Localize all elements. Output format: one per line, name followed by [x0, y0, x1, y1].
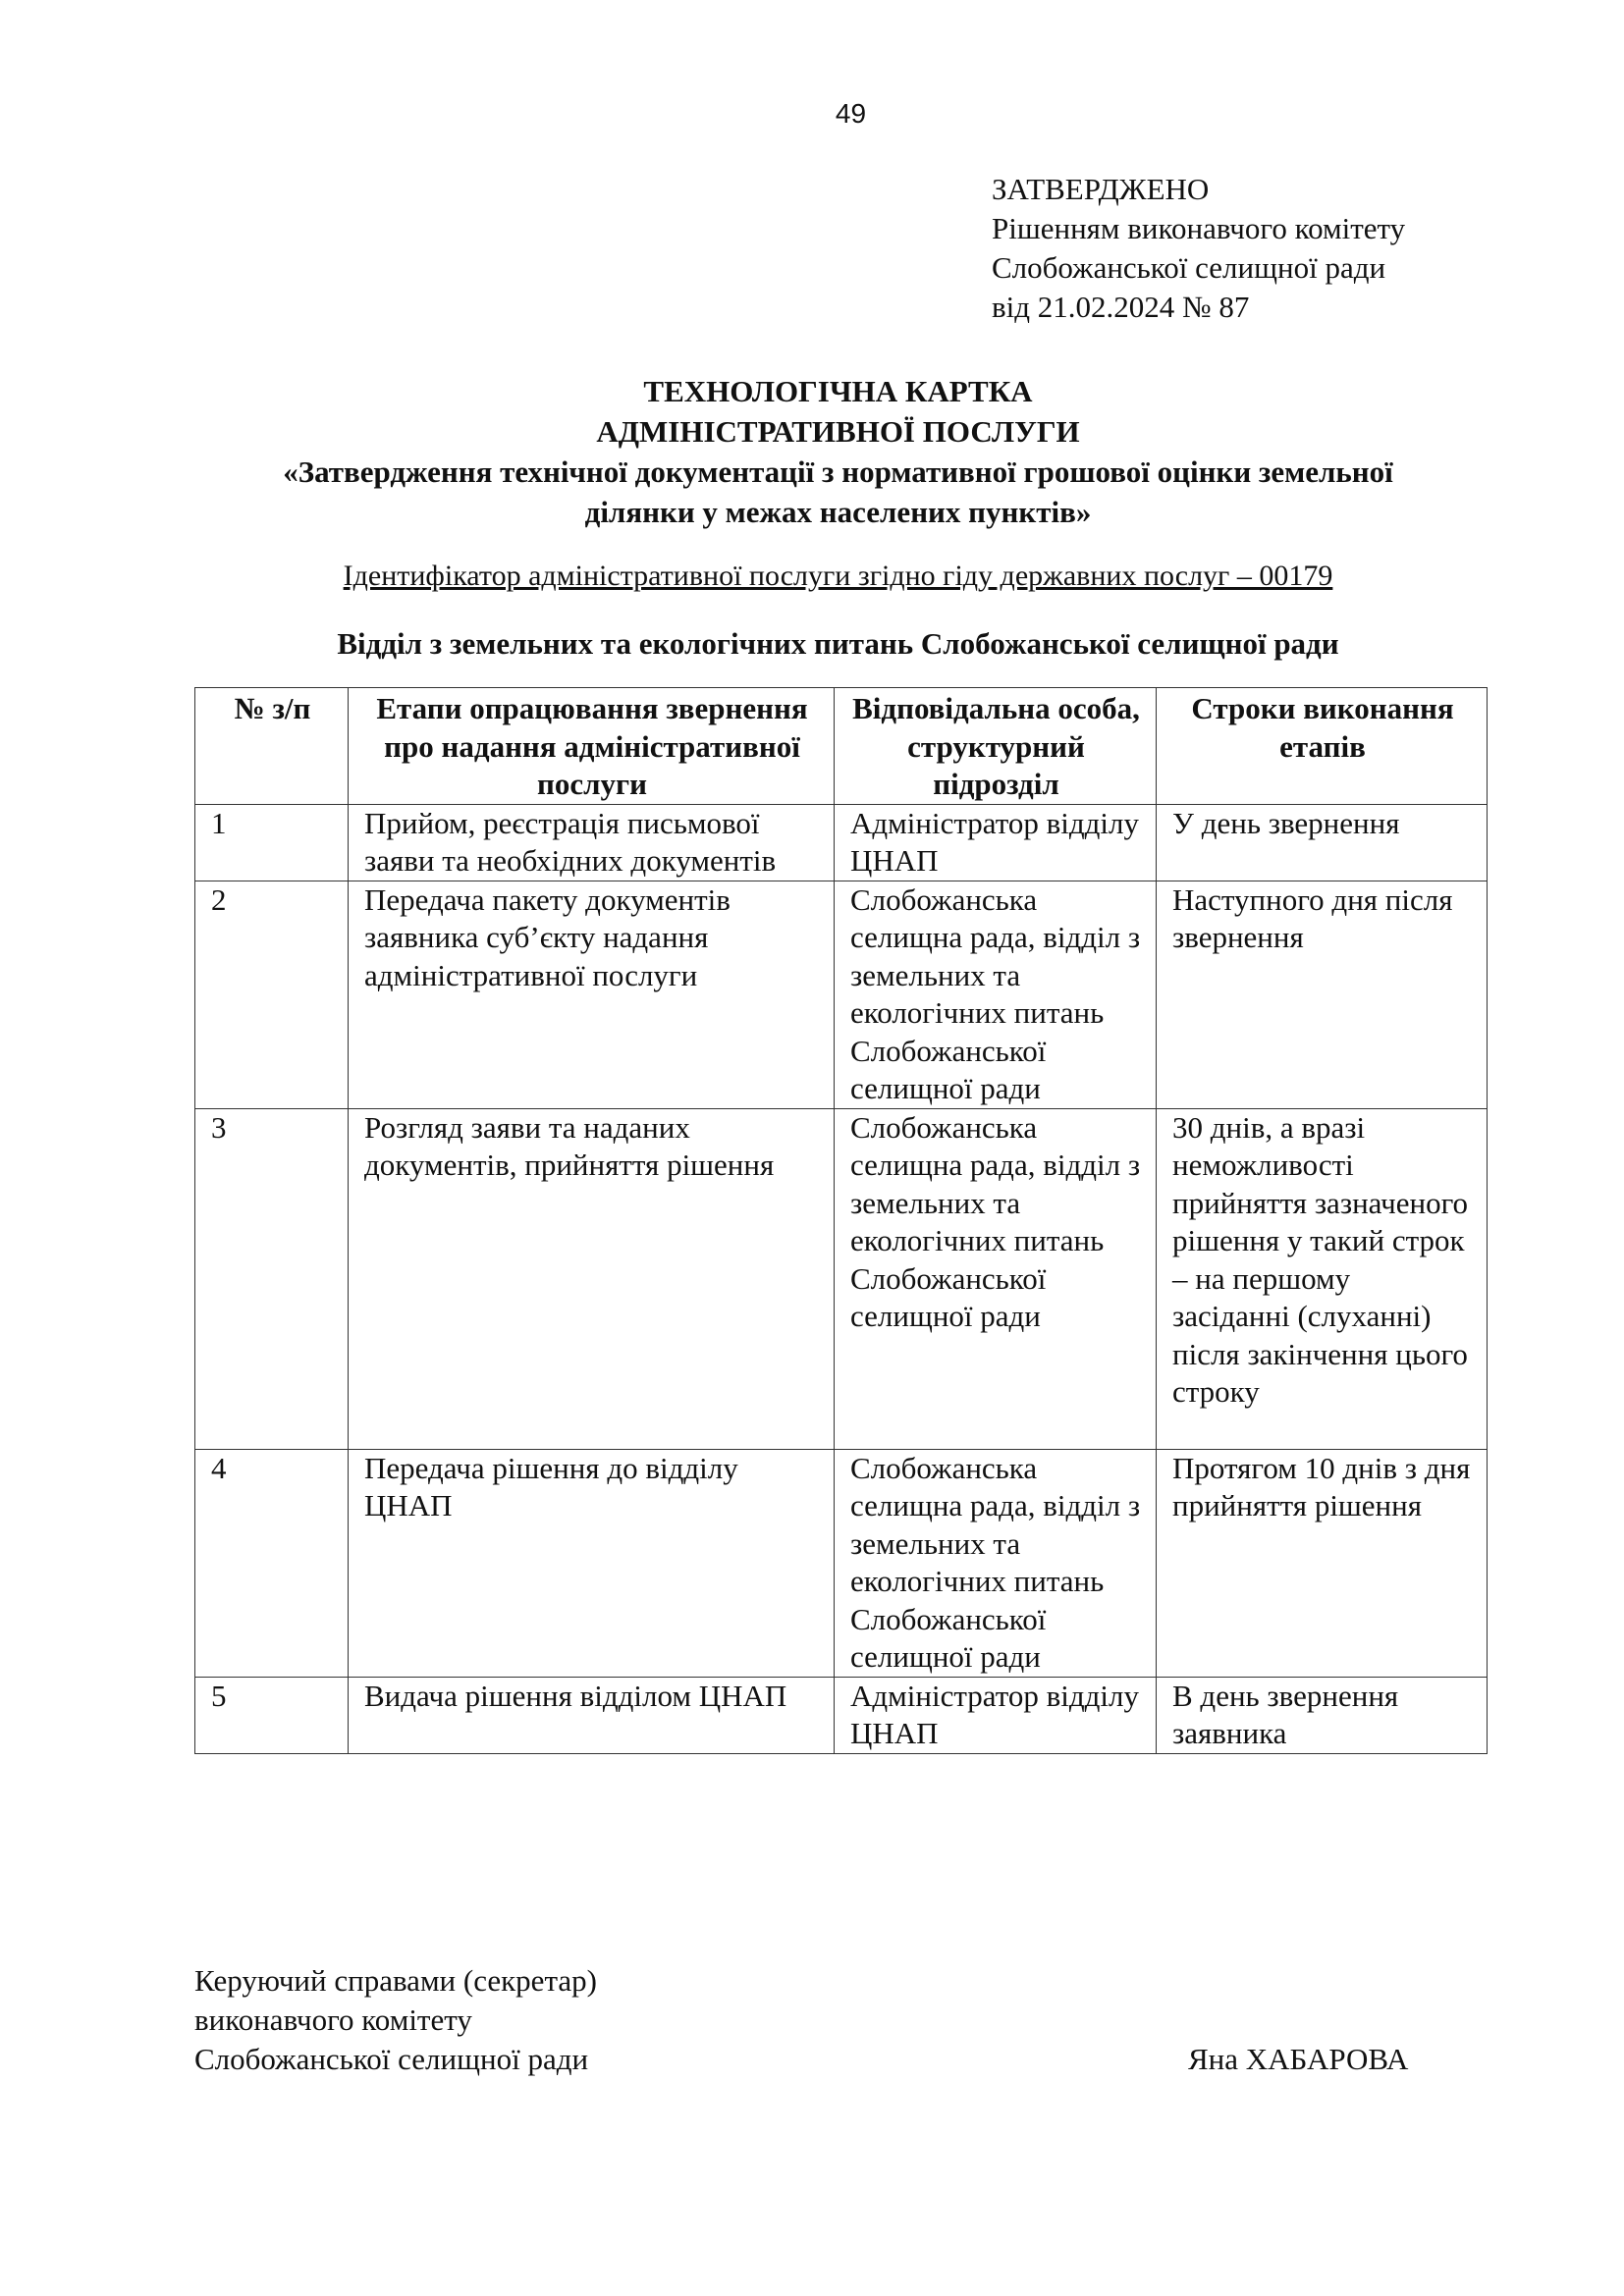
- cell-deadline: У день звернення: [1157, 804, 1488, 881]
- approval-stamp: [992, 170, 1405, 327]
- signatory-name: Яна ХАБАРОВА: [1188, 2042, 1409, 2076]
- position-line-1: Керуючий справами (секретар): [194, 1963, 597, 1998]
- approval-council: Слобожанської селищної ради: [992, 250, 1386, 285]
- position-line-3: Слобожанської селищної ради: [194, 2042, 589, 2076]
- position-line-2: виконавчого комітету: [194, 2002, 472, 2037]
- cell-num: 2: [195, 881, 349, 1108]
- table-row: [195, 1677, 1488, 1753]
- cell-num: 5: [195, 1677, 349, 1753]
- title-line-2: АДМІНІСТРАТИВНОЇ ПОСЛУГИ: [596, 414, 1080, 449]
- table-row: [195, 1449, 1488, 1677]
- cell-num: 3: [195, 1108, 349, 1449]
- title-line-1: ТЕХНОЛОГІЧНА КАРТКА: [643, 374, 1033, 408]
- cell-responsible: Адміністратор відділу ЦНАП: [835, 804, 1157, 881]
- cell-stage: Прийом, реєстрація письмової заяви та необхідних документів: [349, 804, 835, 881]
- header-stage: Етапи опрацювання звернення про надання адміністративної послуги: [349, 688, 835, 805]
- page-number: 49: [835, 98, 867, 129]
- approval-decision: Рішенням виконавчого комітету: [992, 211, 1406, 245]
- cell-responsible: Слобожанська селищна рада, відділ з земельних та екологічних питань Слобожанської селищної ради: [835, 1449, 1157, 1677]
- table-row: [195, 804, 1488, 881]
- table-row: [195, 1108, 1488, 1449]
- cell-num: 4: [195, 1449, 349, 1677]
- cell-deadline: Наступного дня після звернення: [1157, 881, 1488, 1108]
- table-header-row: [195, 688, 1488, 805]
- department-heading: Відділ з земельних та екологічних питань Слобожанської селищної ради: [337, 626, 1339, 661]
- cell-deadline: Протягом 10 днів з дня прийняття рішення: [1157, 1449, 1488, 1677]
- signatory-position: [194, 1961, 597, 2079]
- cell-deadline: 30 днів, а вразі неможливості прийняття зазначеного рішення у такий строк – на першому засіданні (слуханні) після закінчення цього строку: [1157, 1108, 1488, 1449]
- cell-responsible: Адміністратор відділу ЦНАП: [835, 1677, 1157, 1753]
- approval-date: від 21.02.2024 № 87: [992, 290, 1250, 324]
- cell-stage: Розгляд заяви та наданих документів, прийняття рішення: [349, 1108, 835, 1449]
- title-line-4: ділянки у межах населених пунктів»: [584, 495, 1092, 529]
- stages-table: [194, 687, 1488, 1754]
- approval-heading: ЗАТВЕРДЖЕНО: [992, 172, 1210, 206]
- cell-responsible: Слобожанська селищна рада, відділ з земельних та екологічних питань Слобожанської селищної ради: [835, 881, 1157, 1108]
- header-deadline: Строки виконання етапів: [1157, 688, 1488, 805]
- service-identifier: Ідентифікатор адміністративної послуги згідно гіду державних послуг – 00179: [343, 560, 1333, 592]
- table-row: [195, 881, 1488, 1108]
- title-line-3: «Затвердження технічної документації з нормативної грошової оцінки земельної: [283, 454, 1393, 489]
- cell-stage: Передача рішення до відділу ЦНАП: [349, 1449, 835, 1677]
- cell-num: 1: [195, 804, 349, 881]
- document-title: [192, 371, 1484, 532]
- cell-deadline: В день звернення заявника: [1157, 1677, 1488, 1753]
- header-responsible: Відповідальна особа, структурний підрозділ: [835, 688, 1157, 805]
- cell-stage: Видача рішення відділом ЦНАП: [349, 1677, 835, 1753]
- cell-stage: Передача пакету документів заявника суб’єкту надання адміністративної послуги: [349, 881, 835, 1108]
- header-num: № з/п: [195, 688, 349, 805]
- cell-responsible: Слобожанська селищна рада, відділ з земельних та екологічних питань Слобожанської селищної ради: [835, 1108, 1157, 1449]
